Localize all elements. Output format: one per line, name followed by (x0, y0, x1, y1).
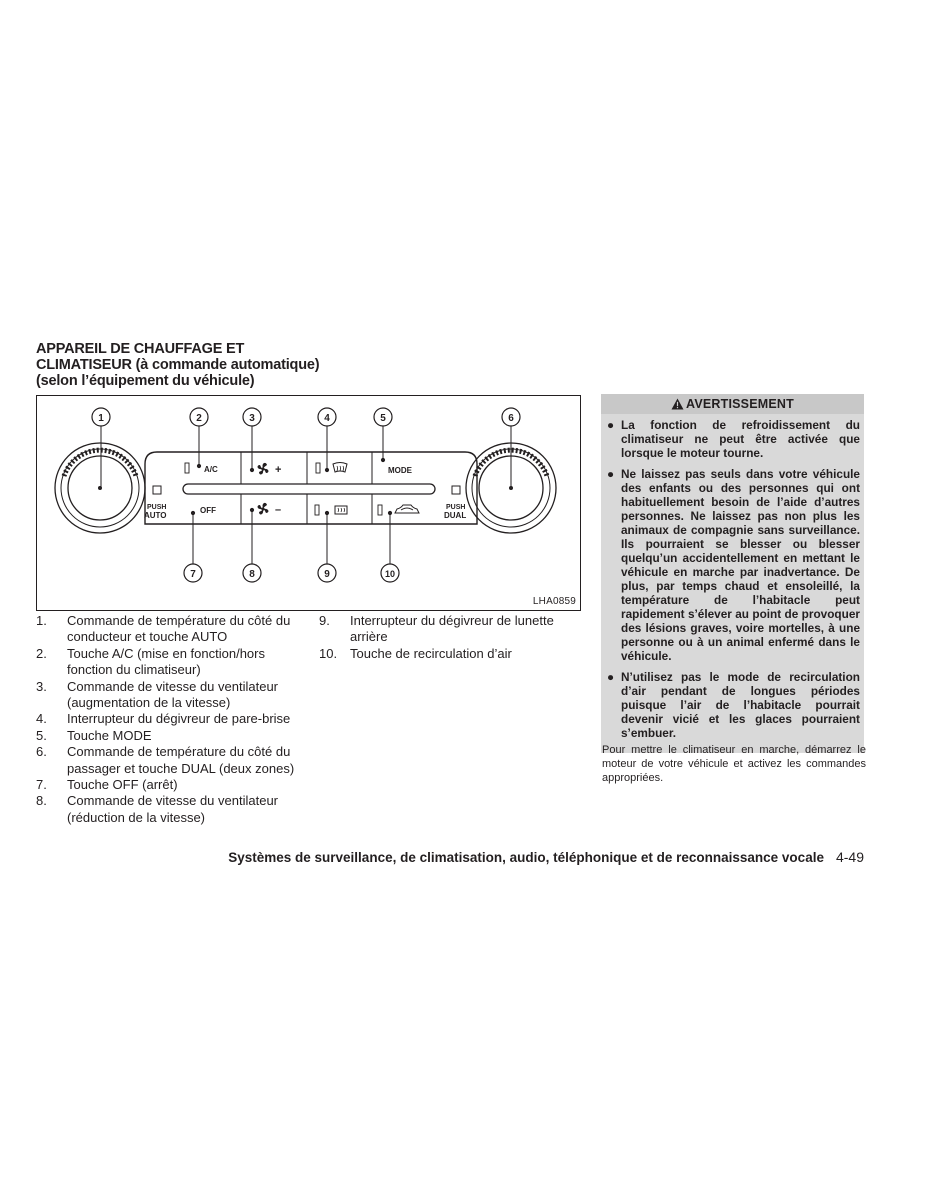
off-label: OFF (200, 506, 216, 515)
legend-item: 6. Commande de température du côté du passager et touche DUAL (deux zones) (36, 744, 295, 776)
callout-1 (92, 408, 110, 426)
fan-speed-up-button[interactable] (258, 463, 282, 476)
svg-text:10: 10 (384, 569, 396, 579)
callout-3 (243, 408, 261, 426)
footer-title: Systèmes de surveillance, de climatisation, audio, téléphonique et de reconnaissance vocale (228, 850, 824, 865)
section-heading-line: (selon l’équipement du véhicule) (36, 373, 255, 389)
callout-8 (243, 564, 261, 582)
callout-9 (318, 564, 336, 582)
svg-text:1: 1 (98, 413, 104, 424)
push-auto-label: PUSH (147, 504, 167, 511)
warning-item: ● Ne laissez pas seuls dans votre véhicule des enfants ou des personnes qui ont habituellement besoin de l’aide d’autres personnes. Ne laissez pas non plus les animaux de compagnie sans surveillance. Ils pourraient se blesser ou blesser quelqu’un accidentellement en mettant le véhicule en marche par inadvertance. De plus, par temps chaud et ensoleillé, la température de l’habitacle peut rapidement s’élever au point de provoquer des lésions graves, voire mortelles, à une personne ou à un animal enfermé dans le véhicule. (607, 467, 860, 663)
svg-text:9: 9 (324, 569, 330, 580)
dual-indicator (452, 486, 460, 494)
callout-2 (190, 408, 208, 426)
legend-list-left (36, 613, 304, 826)
warning-triangle-icon (671, 396, 684, 416)
svg-text:6: 6 (508, 413, 514, 424)
warning-title (601, 394, 864, 414)
ac-button[interactable] (185, 463, 218, 474)
legend-item: 4. Interrupteur du dégivreur de pare-brise (36, 711, 291, 727)
page-footer (228, 849, 864, 865)
climate-control-panel-figure (36, 395, 581, 611)
section-heading-line: APPAREIL DE CHAUFFAGE ET (36, 341, 245, 357)
front-defroster-icon (333, 463, 347, 473)
fan-speed-down-button[interactable] (258, 503, 282, 516)
svg-text:3: 3 (249, 413, 255, 424)
callout-6 (502, 408, 520, 426)
legend-item: 1. Commande de température du côté du conducteur et touche AUTO (36, 613, 291, 645)
warning-item: ● La fonction de refroidissement du climatiseur ne peut être activée que lorsque le moteur tourne. (607, 418, 860, 460)
rear-defroster-icon (335, 506, 347, 514)
legend-item: 10. Touche de recirculation d’air (319, 645, 512, 661)
driver-temperature-dial[interactable] (55, 443, 145, 533)
off-button[interactable] (200, 506, 216, 515)
warning-title-text: AVERTISSEMENT (686, 397, 794, 411)
callout-5 (374, 408, 392, 426)
legend-item: 5. Touche MODE (36, 727, 152, 743)
warning-item: ● N’utilisez pas le mode de recirculation d’air pendant de longues périodes puisque l’air de l’habitacle pourrait devenir vicié et les glaces pourraient s’embuer. (607, 670, 860, 740)
callout-10 (381, 564, 399, 582)
legend-list-right (319, 613, 579, 662)
fan-icon (258, 463, 269, 475)
section-heading (36, 341, 326, 389)
warning-box (601, 394, 864, 753)
legend-item: 9. Interrupteur du dégivreur de lunette arrière (319, 613, 554, 645)
section-heading-line: CLIMATISEUR (à commande automatique) (36, 357, 320, 373)
body-paragraph: Pour mettre le climatiseur en marche, démarrez le moteur de votre véhicule et activez les commandes appropriées. (602, 744, 866, 784)
page-number: 4-49 (835, 849, 864, 865)
svg-text:4: 4 (324, 413, 330, 424)
mode-button[interactable] (388, 466, 413, 475)
recirculation-icon (395, 505, 419, 513)
panel-divider (183, 484, 435, 494)
plus-label: + (275, 464, 282, 476)
svg-text:7: 7 (190, 569, 196, 580)
auto-label: AUTO (144, 511, 167, 520)
callout-4 (318, 408, 336, 426)
svg-text:8: 8 (249, 569, 255, 580)
climate-control-panel-diagram (37, 396, 580, 610)
legend-item: 8. Commande de vitesse du ventilateur (réduction de la vitesse) (36, 793, 279, 825)
minus-label: – (275, 504, 282, 516)
svg-text:5: 5 (380, 413, 386, 424)
figure-code: LHA0859 (532, 596, 576, 607)
auto-indicator (153, 486, 161, 494)
push-dual-label: PUSH (446, 504, 466, 511)
legend-item: 2. Touche A/C (mise en fonction/hors fonction du climatiseur) (36, 645, 265, 678)
recirculation-button[interactable] (378, 505, 419, 515)
dual-label: DUAL (444, 511, 467, 520)
svg-text:2: 2 (196, 413, 202, 424)
callout-7 (184, 564, 202, 582)
mode-label: MODE (388, 466, 412, 475)
fan-icon (258, 503, 269, 515)
front-defroster-button[interactable] (316, 463, 347, 474)
ac-label: A/C (204, 465, 218, 474)
legend-item: 3. Commande de vitesse du ventilateur (augmentation de la vitesse) (36, 678, 279, 711)
rear-defroster-button[interactable] (315, 505, 347, 515)
legend-item: 7. Touche OFF (arrêt) (36, 777, 178, 793)
warning-list (601, 418, 864, 740)
